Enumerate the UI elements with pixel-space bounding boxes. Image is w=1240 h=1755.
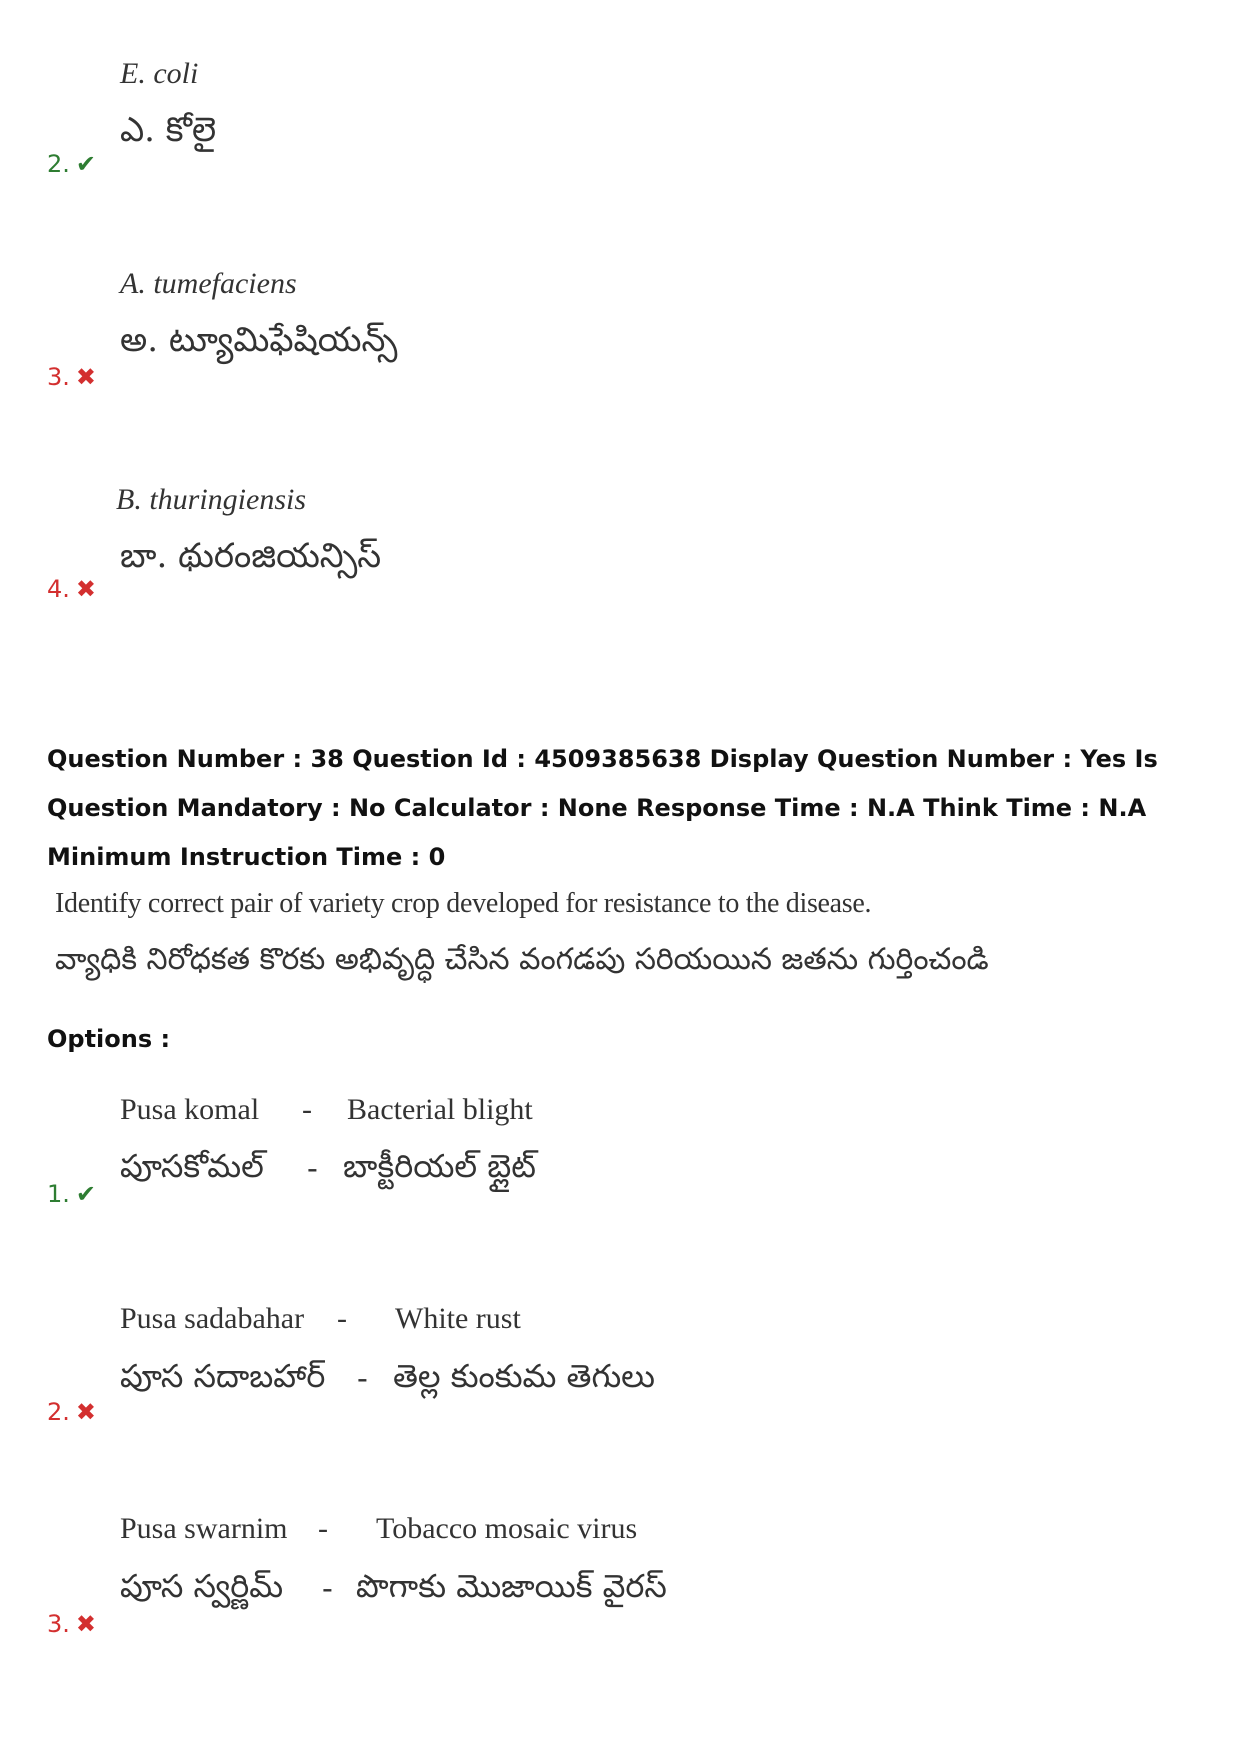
option-number: 2. bbox=[47, 150, 70, 178]
prev-option-4-marker bbox=[47, 575, 96, 603]
option-number: 3. bbox=[47, 363, 70, 391]
option-disease-te: పొగాకు మొజాయిక్ వైరస్ bbox=[356, 1567, 667, 1605]
option-dash: - bbox=[322, 1569, 333, 1607]
option-variety-en: Pusa swarnim bbox=[120, 1512, 288, 1545]
question-metadata: Question Number : 38 Question Id : 4509385638 Display Question Number : Yes Is Question Mandatory : No Calculator : None Response Time : N.A Think Time : N.A Minimum Instruction Time : 0 bbox=[47, 745, 1158, 871]
option-disease-en: Bacterial blight bbox=[347, 1093, 533, 1126]
prev-option-3-marker bbox=[47, 363, 96, 391]
option-variety-en: Pusa sadabahar bbox=[120, 1302, 305, 1335]
options-label: Options : bbox=[47, 1025, 171, 1053]
option-text-en: A. tumefaciens bbox=[120, 267, 297, 300]
option-variety-te: పూస సదాబహార్ bbox=[120, 1357, 326, 1395]
check-icon: ✔ bbox=[75, 150, 97, 178]
option-dash: - bbox=[318, 1512, 328, 1545]
option-1-marker bbox=[47, 1180, 96, 1208]
option-dash: - bbox=[307, 1149, 318, 1187]
option-dash: - bbox=[337, 1302, 347, 1335]
cross-icon: ✖ bbox=[75, 363, 97, 391]
option-text-te: అ. ట్యూమిఫేషియన్స్ bbox=[120, 320, 398, 360]
option-text-en: B. thuringiensis bbox=[116, 483, 307, 516]
option-text-te: బా. థురంజియన్సిస్ bbox=[120, 536, 382, 576]
option-3-marker bbox=[47, 1610, 96, 1638]
cross-icon: ✖ bbox=[75, 1398, 97, 1426]
question-text-en: Identify correct pair of variety crop developed for resistance to the disease. bbox=[55, 888, 872, 919]
option-variety-te: పూస స్వర్ణిమ్ bbox=[120, 1567, 284, 1605]
option-number: 4. bbox=[47, 575, 70, 603]
option-variety-te: పూసకోమల్ bbox=[120, 1147, 264, 1185]
option-disease-en: Tobacco mosaic virus bbox=[376, 1512, 638, 1545]
option-disease-te: తెల్ల కుంకుమ తెగులు bbox=[393, 1357, 655, 1395]
prev-option-2-marker bbox=[47, 150, 96, 178]
option-text-en: E. coli bbox=[120, 57, 199, 90]
option-number: 3. bbox=[47, 1610, 70, 1638]
option-2-marker bbox=[47, 1398, 96, 1426]
option-dash: - bbox=[357, 1359, 368, 1397]
option-number: 1. bbox=[47, 1180, 70, 1208]
option-number: 2. bbox=[47, 1398, 70, 1426]
check-icon: ✔ bbox=[75, 1180, 97, 1208]
option-dash: - bbox=[302, 1093, 312, 1126]
question-text-te: వ్యాధికి నిరోధకత కొరకు అభివృద్ధి చేసిన వంగడపు సరియయిన జతను గుర్తించండి bbox=[55, 942, 989, 977]
cross-icon: ✖ bbox=[75, 575, 97, 603]
option-variety-en: Pusa komal bbox=[120, 1093, 260, 1126]
cross-icon: ✖ bbox=[75, 1610, 97, 1638]
option-disease-te: బాక్టీరియల్ బ్లైట్ bbox=[343, 1147, 536, 1185]
option-disease-en: White rust bbox=[395, 1302, 521, 1335]
option-text-te: ఎ. కోలై bbox=[120, 110, 217, 150]
